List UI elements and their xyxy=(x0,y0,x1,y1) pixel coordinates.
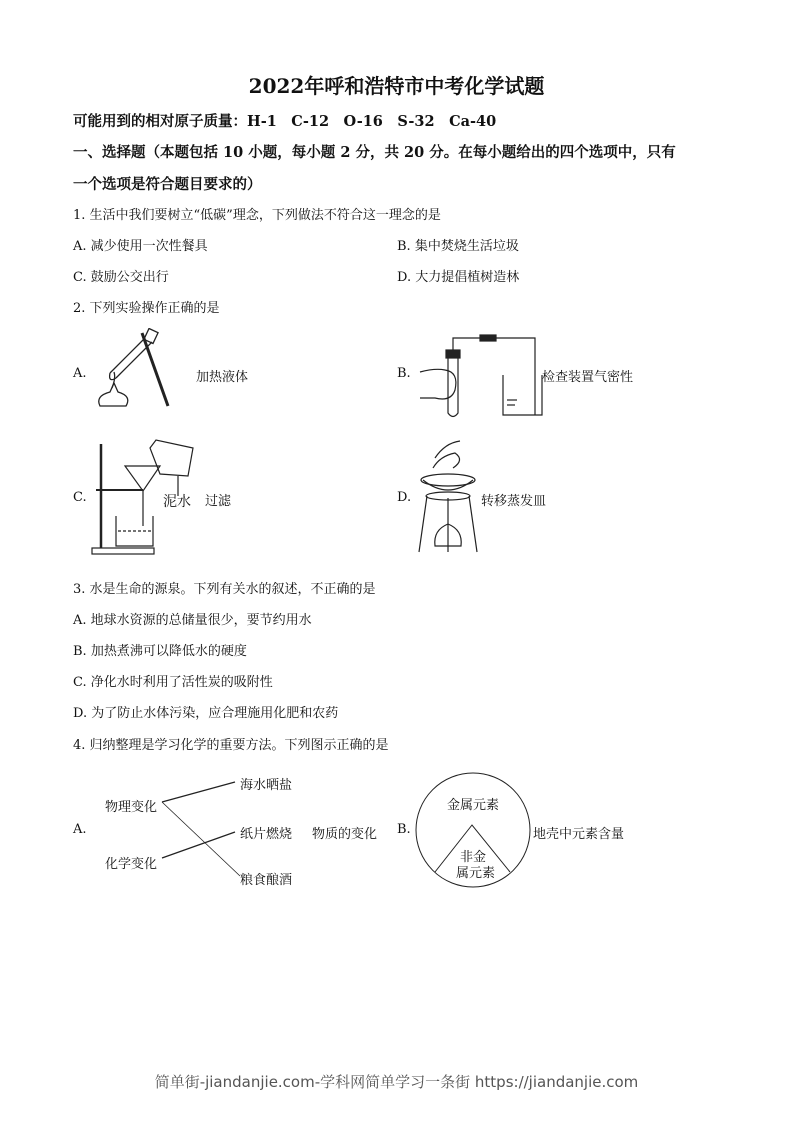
q2-letter-a: A. xyxy=(73,366,87,381)
section-heading-line1: 一、选择题（本题包括 10 小题，每小题 2 分，共 20 分。在每小题给出的四个选项中，只有 xyxy=(73,144,676,161)
q1-stem: 1. 生活中我们要树立“低碳”理念，下列做法不符合这一理念的是 xyxy=(73,208,441,223)
q3-option-a: A. 地球水资源的总储量很少，要节约用水 xyxy=(73,613,312,628)
q2-letter-b: B. xyxy=(397,366,411,381)
q2-caption-c: 过滤 xyxy=(205,494,232,509)
q1-option-b: B. 集中焚烧生活垃圾 xyxy=(397,239,519,254)
q4-stem: 4. 归纳整理是学习化学的重要方法。下列图示正确的是 xyxy=(73,738,389,753)
airtightness-check-figure xyxy=(415,330,545,420)
q1-option-c: C. 鼓励公交出行 xyxy=(73,270,169,285)
q4-letter-b: B. xyxy=(397,822,411,837)
physical-change-label: 物理变化 xyxy=(105,800,158,815)
q4-caption-a: 物质的变化 xyxy=(312,827,378,842)
atomic-masses: 可能用到的相对原子质量：H-1 C-12 O-16 S-32 Ca-40 xyxy=(73,113,497,130)
q2-letter-d: D. xyxy=(397,490,412,505)
q4-letter-a: A. xyxy=(73,822,87,837)
q2-caption-b: 检查装置气密性 xyxy=(542,370,634,385)
nonmetal-label-line1: 非金 xyxy=(460,850,487,865)
metal-elements-label: 金属元素 xyxy=(447,798,500,813)
q4-caption-b: 地壳中元素含量 xyxy=(533,827,625,842)
q3-option-b: B. 加热煮沸可以降低水的硬度 xyxy=(73,644,247,659)
q1-option-d: D. 大力提倡植树造林 xyxy=(397,270,520,285)
heating-liquid-figure xyxy=(90,328,175,418)
q1-option-a: A. 减少使用一次性餐具 xyxy=(73,239,208,254)
page-title: 2022年呼和浩特市中考化学试题 xyxy=(248,74,545,98)
section-heading-line2: 一个选项是符合题目要求的） xyxy=(73,176,262,193)
q3-stem: 3. 水是生命的源泉。下列有关水的叙述，不正确的是 xyxy=(73,582,376,597)
q2-stem: 2. 下列实验操作正确的是 xyxy=(73,301,220,316)
q2-caption-d: 转移蒸发皿 xyxy=(481,494,547,509)
paper-burning-label: 纸片燃烧 xyxy=(240,827,293,842)
q2-muddy-water-label: 泥水 xyxy=(163,494,191,510)
evaporating-dish-figure xyxy=(415,438,485,556)
chemical-change-label: 化学变化 xyxy=(105,857,158,872)
grain-brewing-label: 粮食酿酒 xyxy=(240,873,293,888)
sea-salt-label: 海水晒盐 xyxy=(240,778,293,793)
nonmetal-label-line2: 属元素 xyxy=(456,866,496,881)
q2-letter-c: C. xyxy=(73,490,87,505)
q3-option-d: D. 为了防止水体污染，应合理施用化肥和农药 xyxy=(73,706,339,721)
q2-caption-a: 加热液体 xyxy=(196,370,249,385)
q3-option-c: C. 净化水时利用了活性炭的吸附性 xyxy=(73,675,273,690)
footer-watermark: 简单街-jiandanjie.com-学科网简单学习一条街 https://jiandanjie.com xyxy=(154,1073,639,1091)
